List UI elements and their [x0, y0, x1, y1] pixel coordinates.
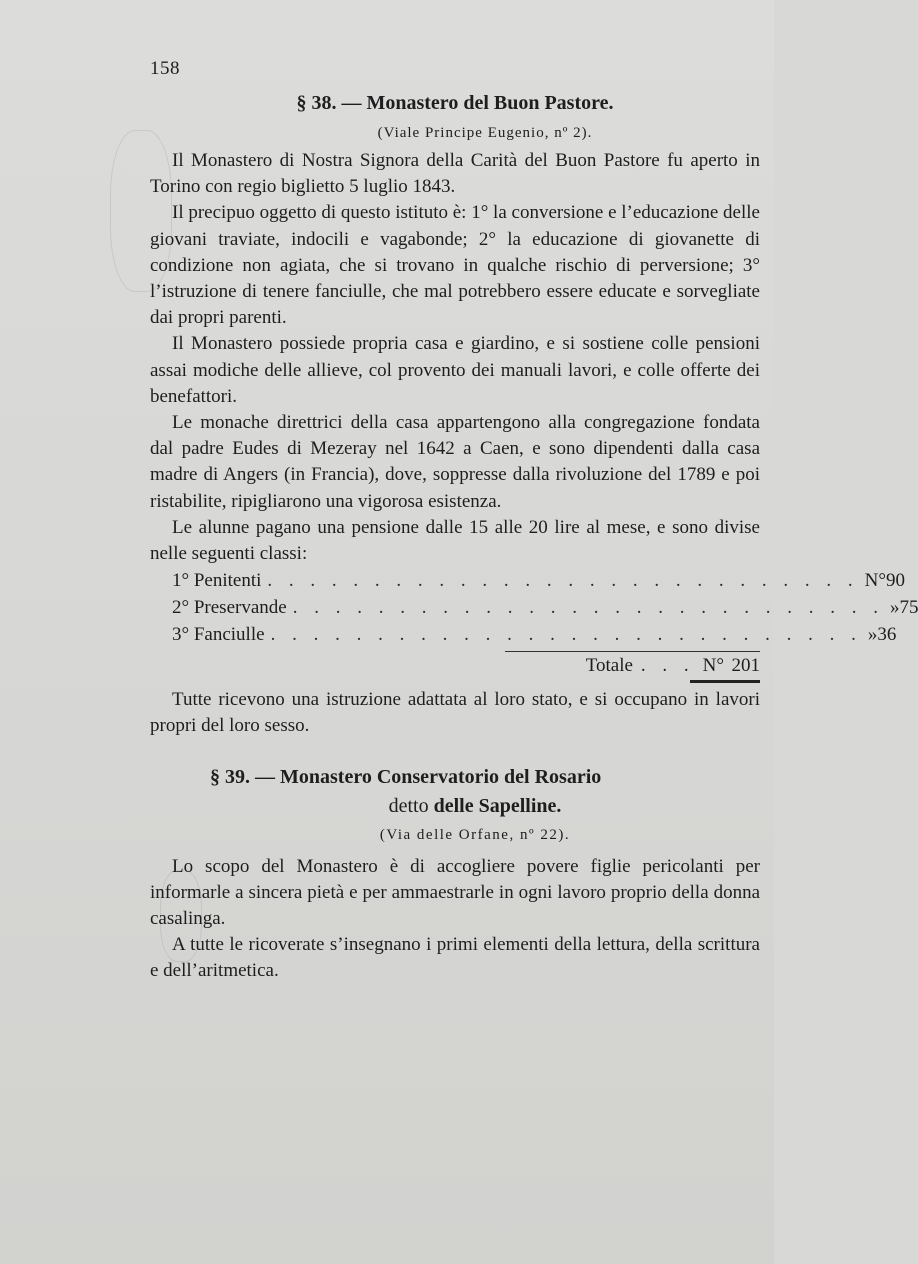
section-39-heading-line1: § 39. — Monastero Conservatorio del Rosario — [210, 765, 602, 788]
total-row — [150, 652, 760, 680]
paragraph: Le monache direttrici della casa appartengono alla congregazione fondata dal padre Eudes di Mezeray nel 1642 a Caen, e sono dipendenti dalla casa madre di Angers (in Francia), dove, soppresse dalla rivoluzione del 1789 e poi ristabilite, ripigliarono una vigorosa esistenza. — [150, 412, 760, 512]
class-label: 2° Preservande — [172, 597, 287, 619]
total-label: Totale — [585, 655, 633, 677]
class-label: 3° Fanciulle — [172, 624, 265, 646]
section-39-heading-line2 — [190, 792, 760, 820]
heading-prefix: detto — [388, 794, 434, 817]
total-mark: N° — [702, 655, 724, 677]
section-39-address: (Via delle Orfane, nº 22). — [379, 826, 571, 843]
section-38-address: (Viale Principe Eugenio, nº 2). — [377, 125, 593, 141]
class-value: 36 — [877, 624, 897, 646]
class-value: 75 — [899, 597, 918, 619]
section-39-heading — [150, 762, 760, 820]
leader-dots: . . . . . . . . . . . . . . . . . . . . . . . . . . . . — [267, 570, 859, 592]
total-value: 201 — [731, 655, 760, 677]
table-row — [150, 567, 905, 594]
heading-bold: delle Sapelline. — [433, 794, 562, 817]
paragraph: Il Monastero di Nostra Signora della Carità del Buon Pastore fu aperto in Torino con regio biglietto 5 luglio 1843. — [150, 150, 760, 198]
page-number: 158 — [150, 58, 180, 79]
paragraph: A tutte le ricoverate s’insegnano i primi elementi della lettura, della scrittura e dell’aritmetica. — [150, 934, 760, 982]
table-row — [150, 621, 897, 648]
leader-dots: . . . — [640, 655, 695, 677]
paragraph: Il Monastero possiede propria casa e giardino, e si sostiene colle pensioni assai modiche delle allieve, col provento dei manuali lavori, e colle offerte dei benefattori. — [150, 333, 760, 407]
text-block — [150, 58, 918, 985]
class-mark: N° — [864, 570, 886, 592]
paragraph: Lo scopo del Monastero è di accogliere povere figlie pericolanti per informarle a sincera pietà e per ammaestrarle in ogni lavoro proprio della donna casalinga. — [150, 855, 760, 930]
double-rule — [690, 680, 760, 683]
class-mark: » — [867, 624, 878, 646]
class-value: 90 — [885, 570, 905, 592]
class-label: 1° Penitenti — [172, 570, 262, 592]
section-38-heading: § 38. — Monastero del Buon Pastore. — [296, 92, 614, 114]
paragraph: Tutte ricevono una istruzione adattata al loro stato, e si occupano in lavori propri del loro sesso. — [150, 689, 760, 737]
paragraph: Le alunne pagano una pensione dalle 15 alle 20 lire al mese, e sono divise nelle seguenti classi: — [150, 516, 760, 565]
classes-table — [150, 567, 918, 683]
table-row — [150, 594, 918, 621]
leader-dots: . . . . . . . . . . . . . . . . . . . . . . . . . . . . — [270, 624, 862, 646]
leader-dots: . . . . . . . . . . . . . . . . . . . . . . . . . . . . — [292, 597, 884, 619]
paragraph: Il precipuo oggetto di questo istituto è: 1° la conversione e l’educazione delle giovani traviate, indocili e vagabonde; 2° la educazione di giovanette di condizione non agiata, che si trovano in qualche rischio di perversione; 3° l’istruzione di tenere fanciulle, che mal potrebbero essere educate e sorvegliate dai propri parenti. — [150, 202, 760, 329]
class-mark: » — [889, 597, 900, 619]
